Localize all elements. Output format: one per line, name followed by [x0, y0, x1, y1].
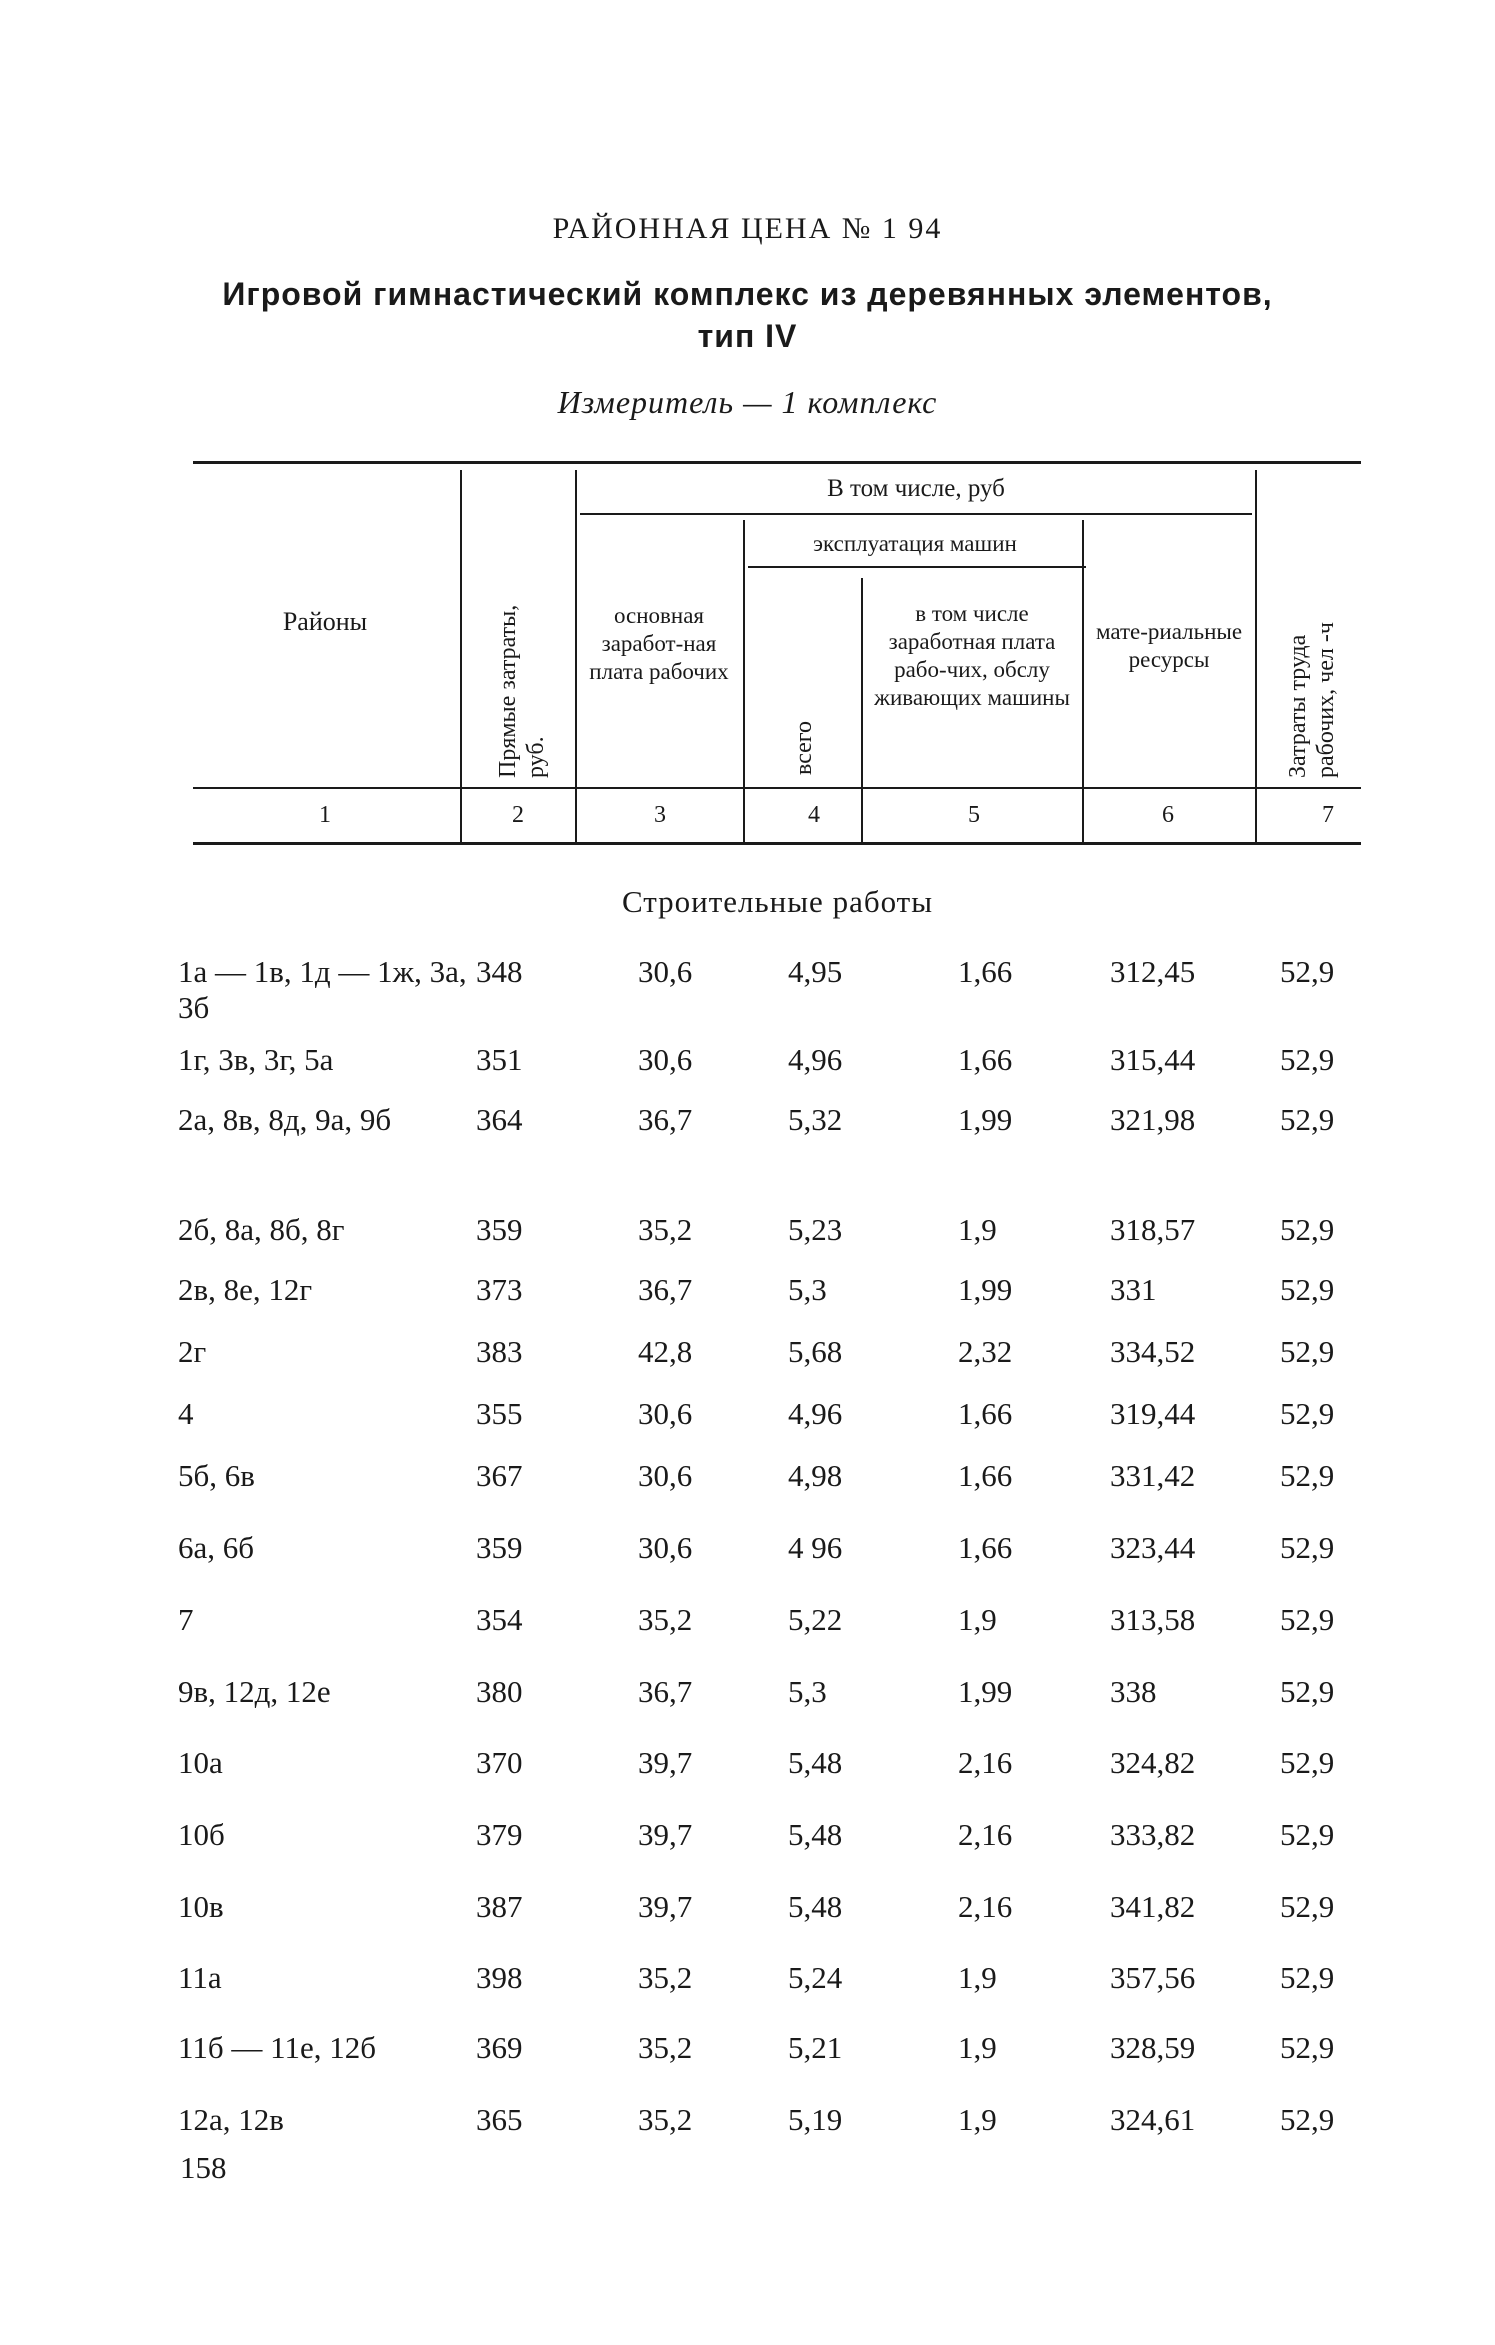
cell-direct: 369: [476, 2030, 523, 2065]
cell-direct: 359: [476, 1212, 523, 1247]
cell-region: 10б: [178, 1817, 225, 1852]
cell-total: 5,24: [788, 1960, 843, 1995]
cell-labor: 52,9: [1280, 1745, 1335, 1780]
cell-machine-wage: 1,9: [958, 1602, 997, 1637]
header-base-wage: основная заработ-ная плата рабочих: [589, 603, 729, 684]
table-top-rule: [193, 461, 1361, 464]
header-divider-machines: [748, 566, 1086, 568]
cell-total: 4 96: [788, 1530, 843, 1565]
cell-direct: 351: [476, 1042, 523, 1077]
cell-total: 5,19: [788, 2102, 843, 2137]
cell-total: 4,96: [788, 1042, 843, 1077]
cell-labor: 52,9: [1280, 1602, 1335, 1637]
cell-wage: 35,2: [638, 1212, 693, 1247]
cell-direct: 383: [476, 1334, 523, 1369]
cell-region: 1а — 1в, 1д — 1ж, 3а, 3б: [178, 954, 467, 1025]
cell-machine-wage: 1,66: [958, 954, 1013, 989]
cell-materials: 357,56: [1110, 1960, 1196, 1995]
cell-labor: 52,9: [1280, 1272, 1335, 1307]
column-number: 2: [512, 802, 524, 828]
cell-wage: 42,8: [638, 1334, 693, 1369]
cell-total: 4,98: [788, 1458, 843, 1493]
cell-region: 2б, 8а, 8б, 8г: [178, 1212, 345, 1247]
cell-labor: 52,9: [1280, 1458, 1335, 1493]
cell-materials: 315,44: [1110, 1042, 1196, 1077]
cell-wage: 39,7: [638, 1745, 693, 1780]
cell-materials: 333,82: [1110, 1817, 1196, 1852]
cell-machine-wage: 1,9: [958, 2030, 997, 2065]
cell-materials: 324,61: [1110, 2102, 1196, 2137]
cell-labor: 52,9: [1280, 1960, 1335, 1995]
column-number: 6: [1162, 802, 1174, 828]
cell-labor: 52,9: [1280, 2030, 1335, 2065]
cell-materials: 328,59: [1110, 2030, 1196, 2065]
measurement-unit: Измеритель — 1 комплекс: [557, 384, 938, 420]
cell-labor: 52,9: [1280, 1889, 1335, 1924]
cell-total: 5,23: [788, 1212, 843, 1247]
column-number: 4: [808, 802, 820, 828]
cell-region: 4: [178, 1396, 194, 1431]
cell-labor: 52,9: [1280, 1530, 1335, 1565]
cell-materials: 318,57: [1110, 1212, 1196, 1247]
cell-direct: 373: [476, 1272, 523, 1307]
cell-labor: 52,9: [1280, 1102, 1335, 1137]
cell-wage: 30,6: [638, 1530, 693, 1565]
cell-wage: 30,6: [638, 1458, 693, 1493]
cell-direct: 354: [476, 1602, 523, 1637]
cell-region: 12а, 12в: [178, 2102, 284, 2137]
cell-total: 4,96: [788, 1396, 843, 1431]
cell-region: 11а: [178, 1960, 222, 1995]
cell-total: 5,48: [788, 1745, 843, 1780]
cell-materials: 313,58: [1110, 1602, 1196, 1637]
cell-region: 10в: [178, 1889, 224, 1924]
cell-wage: 30,6: [638, 1396, 693, 1431]
column-number: 7: [1322, 802, 1334, 828]
cell-total: 5,21: [788, 2030, 843, 2065]
col-divider: [460, 470, 462, 842]
cell-region: 2в, 8е, 12г: [178, 1272, 313, 1307]
section-title: Строительные работы: [621, 884, 934, 919]
cell-direct: 387: [476, 1889, 523, 1924]
cell-machine-wage: 1,66: [958, 1042, 1013, 1077]
document-subtitle-type: тип IV: [697, 318, 798, 354]
col-divider: [743, 520, 745, 842]
cell-wage: 35,2: [638, 1602, 693, 1637]
header-divider-including: [580, 513, 1252, 515]
cell-region: 5б, 6в: [178, 1458, 255, 1493]
col-divider: [1255, 470, 1257, 842]
page-number: 158: [180, 2150, 227, 2185]
cell-region: 6а, 6б: [178, 1530, 255, 1565]
cell-labor: 52,9: [1280, 1334, 1335, 1369]
cell-materials: 331,42: [1110, 1458, 1196, 1493]
header-including: В том числе, руб: [827, 475, 1005, 502]
cell-machine-wage: 2,16: [958, 1817, 1013, 1852]
cell-direct: 379: [476, 1817, 523, 1852]
cell-wage: 36,7: [638, 1102, 693, 1137]
page-title: РАЙОННАЯ ЦЕНА № 1 94: [552, 212, 943, 245]
cell-direct: 365: [476, 2102, 523, 2137]
cell-region: 2г: [178, 1334, 207, 1369]
cell-direct: 355: [476, 1396, 523, 1431]
cell-labor: 52,9: [1280, 1396, 1335, 1431]
cell-labor: 52,9: [1280, 1212, 1335, 1247]
cell-direct: 367: [476, 1458, 523, 1493]
cell-region: 11б — 11е, 12б: [178, 2030, 377, 2065]
cell-wage: 39,7: [638, 1889, 693, 1924]
cell-region: 7: [178, 1602, 194, 1637]
cell-machine-wage: 1,99: [958, 1272, 1013, 1307]
cell-total: 5,3: [788, 1272, 827, 1307]
cell-machine-wage: 1,99: [958, 1674, 1013, 1709]
cell-total: 4,95: [788, 954, 843, 989]
cell-wage: 35,2: [638, 1960, 693, 1995]
cell-materials: 319,44: [1110, 1396, 1196, 1431]
cell-machine-wage: 2,16: [958, 1889, 1013, 1924]
cell-direct: 348: [476, 954, 523, 989]
cell-direct: 359: [476, 1530, 523, 1565]
header-materials: мате-риальные ресурсы: [1095, 619, 1243, 672]
column-number-rule: [193, 842, 1361, 845]
cell-wage: 35,2: [638, 2102, 693, 2137]
cell-machine-wage: 1,66: [958, 1530, 1013, 1565]
cell-direct: 380: [476, 1674, 523, 1709]
cell-materials: 312,45: [1110, 954, 1196, 989]
cell-wage: 35,2: [638, 2030, 693, 2065]
cell-labor: 52,9: [1280, 1817, 1335, 1852]
cell-machine-wage: 1,9: [958, 2102, 997, 2137]
cell-materials: 341,82: [1110, 1889, 1196, 1924]
cell-machine-wage: 1,66: [958, 1396, 1013, 1431]
cell-machine-wage: 1,9: [958, 1960, 997, 1995]
cell-wage: 39,7: [638, 1817, 693, 1852]
cell-labor: 52,9: [1280, 954, 1335, 989]
cell-materials: 338: [1110, 1674, 1157, 1709]
cell-total: 5,22: [788, 1602, 843, 1637]
cell-machine-wage: 2,32: [958, 1334, 1013, 1369]
cell-direct: 364: [476, 1102, 523, 1137]
col-divider: [861, 578, 863, 842]
header-labor: Затраты труда рабочих, чел -ч: [1285, 622, 1339, 778]
cell-total: 5,48: [788, 1889, 843, 1924]
header-regions: Районы: [282, 607, 368, 636]
cell-region: 2а, 8в, 8д, 9а, 9б: [178, 1102, 392, 1137]
cell-wage: 36,7: [638, 1272, 693, 1307]
cell-machine-wage: 1,99: [958, 1102, 1013, 1137]
cell-direct: 370: [476, 1745, 523, 1780]
cell-wage: 36,7: [638, 1674, 693, 1709]
cell-materials: 334,52: [1110, 1334, 1196, 1369]
cell-materials: 323,44: [1110, 1530, 1196, 1565]
cell-region: 9в, 12д, 12е: [178, 1674, 331, 1709]
header-total: всего: [791, 720, 817, 775]
cell-direct: 398: [476, 1960, 523, 1995]
cell-region: 10а: [178, 1745, 223, 1780]
col-divider: [1082, 520, 1084, 842]
header-bottom-rule: [193, 787, 1361, 789]
cell-total: 5,68: [788, 1334, 843, 1369]
col-divider: [575, 470, 577, 842]
column-number: 3: [654, 802, 666, 828]
cell-total: 5,3: [788, 1674, 827, 1709]
header-machine-operation: эксплуатация машин: [813, 531, 1017, 556]
column-number: 1: [319, 802, 331, 828]
cell-materials: 331: [1110, 1272, 1157, 1307]
document-subtitle: Игровой гимнастический комплекс из деревянных элементов,: [222, 276, 1273, 312]
cell-machine-wage: 1,66: [958, 1458, 1013, 1493]
cell-machine-wage: 2,16: [958, 1745, 1013, 1780]
cell-materials: 324,82: [1110, 1745, 1196, 1780]
cell-region: 1г, 3в, 3г, 5а: [178, 1042, 334, 1077]
cell-total: 5,48: [788, 1817, 843, 1852]
cell-materials: 321,98: [1110, 1102, 1196, 1137]
cell-labor: 52,9: [1280, 1042, 1335, 1077]
cell-wage: 30,6: [638, 954, 693, 989]
cell-labor: 52,9: [1280, 2102, 1335, 2137]
cell-labor: 52,9: [1280, 1674, 1335, 1709]
header-machine-wage: в том числе заработная плата рабо-чих, обслу живающих машины: [874, 601, 1070, 710]
cell-wage: 30,6: [638, 1042, 693, 1077]
cell-total: 5,32: [788, 1102, 843, 1137]
header-direct-costs: Прямые затраты, руб.: [495, 604, 549, 778]
cell-machine-wage: 1,9: [958, 1212, 997, 1247]
column-number: 5: [968, 802, 980, 828]
